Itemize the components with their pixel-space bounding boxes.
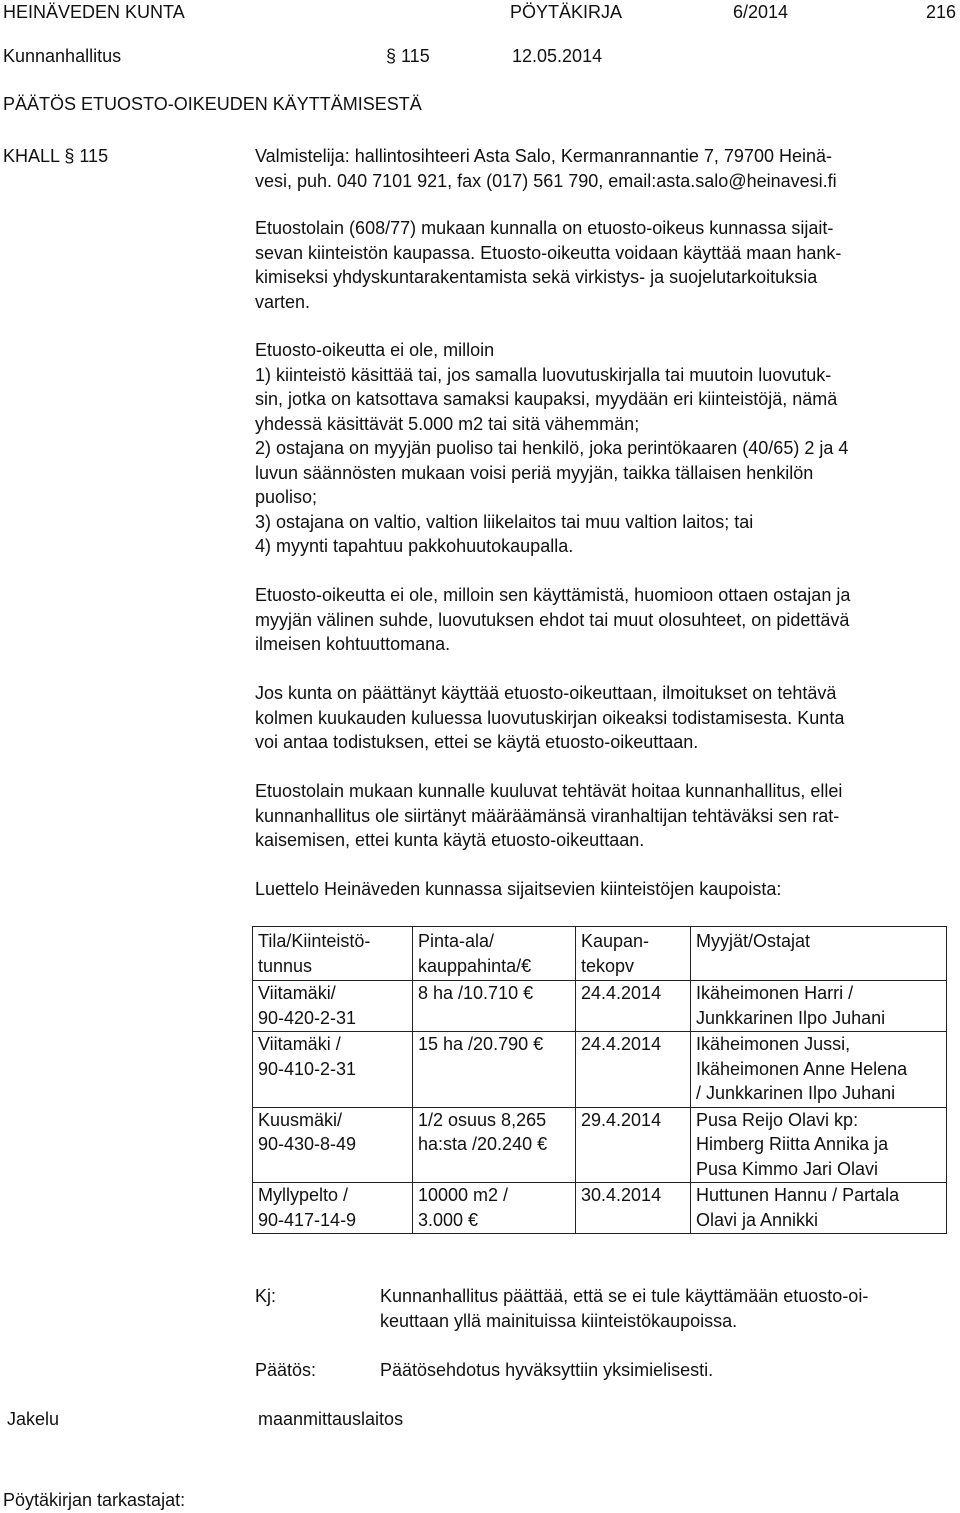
distribution-label: Jakelu xyxy=(7,1409,60,1429)
cell-line: Ikäheimonen Anne Helena xyxy=(696,1058,908,1079)
cell-parties xyxy=(691,1107,947,1183)
cell-area-price xyxy=(413,1107,576,1183)
cell-line: 24.4.2014 xyxy=(581,1034,662,1054)
header-line: tunnus xyxy=(258,955,313,976)
cell-parties xyxy=(691,1032,947,1108)
cell-line: / Junkkarinen Ilpo Juhani xyxy=(696,1083,896,1103)
reviewers-label: Pöytäkirjan tarkastajat: xyxy=(3,1490,186,1510)
paragraph-line: Etuostolain (608/77) mukaan kunnalla on etuosto-oikeus kunnassa sijait- xyxy=(255,218,834,238)
cell-line: 30.4.2014 xyxy=(581,1185,662,1205)
paragraph-line: Etuosto-oikeutta ei ole, milloin sen käyttämistä, huomioon ottaen ostajan ja xyxy=(255,585,851,605)
cell-date xyxy=(576,1032,691,1108)
cell-date xyxy=(576,1183,691,1234)
paragraph-line: kolmen kuukauden kuluessa luovutuskirjan oikeaksi todistamisesta. Kunta xyxy=(255,707,845,728)
table-row xyxy=(253,1107,947,1183)
page-number: 216 xyxy=(926,2,957,22)
paragraph-line: Jos kunta on päättänyt käyttää etuosto-oikeuttaan, ilmoitukset on tehtävä xyxy=(255,683,837,703)
section-number: § 115 xyxy=(386,46,430,66)
cell-line: Viitamäki / xyxy=(258,1034,341,1054)
header-date xyxy=(576,927,691,981)
table-header-row xyxy=(253,927,947,981)
proposal-line: Kunnanhallitus päättää, että se ei tule käyttämään etuosto-oi- xyxy=(380,1286,869,1306)
cell-property xyxy=(253,1183,413,1234)
cell-line: Junkkarinen Ilpo Juhani xyxy=(696,1007,886,1028)
cell-area-price xyxy=(413,1183,576,1234)
cell-line: 1/2 osuus 8,265 xyxy=(418,1109,547,1130)
paragraph-line: Luettelo Heinäveden kunnassa sijaitsevien kiinteistöjen kaupoista: xyxy=(255,879,782,899)
cell-parties xyxy=(691,1183,947,1234)
cell-line: 8 ha /10.710 € xyxy=(418,983,534,1003)
table-row xyxy=(253,1032,947,1108)
preparer-line: vesi, puh. 040 7101 921, fax (017) 561 790, email:asta.salo@heinavesi.fi xyxy=(255,170,837,191)
header-parties xyxy=(691,927,947,981)
cell-line: 29.4.2014 xyxy=(581,1109,662,1130)
cell-property xyxy=(253,981,413,1032)
paragraph-line: myyjän välinen suhde, luovutuksen ehdot tai muut olosuhteet, on pidettävä xyxy=(255,609,850,630)
municipality-name: HEINÄVEDEN KUNTA xyxy=(3,2,185,22)
decision-text: Päätösehdotus hyväksyttiin yksimielisesti. xyxy=(380,1360,714,1380)
paragraph-line: voi antaa todistuksen, ettei se käytä etuosto-oikeuttaan. xyxy=(255,732,699,752)
document-issue: 6/2014 xyxy=(733,2,789,22)
paragraph-line: varten. xyxy=(255,291,311,312)
paragraph-list-intro xyxy=(255,877,955,902)
paragraph-line: kunnanhallitus ole siirtänyt määräämänsä viranhaltijan tehtäväksi sen rat- xyxy=(255,805,840,826)
organ-name: Kunnanhallitus xyxy=(3,46,122,66)
header-property xyxy=(253,927,413,981)
cell-area-price xyxy=(413,981,576,1032)
header-line: Pinta-ala/ xyxy=(418,931,495,951)
paragraph-line: kimiseksi yhdyskuntarakentamista sekä virkistys- ja suojelutarkoituksia xyxy=(255,267,818,287)
cell-property xyxy=(253,1107,413,1183)
cell-line: ha:sta /20.240 € xyxy=(418,1134,548,1154)
distribution-recipient: maanmittauslaitos xyxy=(258,1409,404,1429)
paragraph-line: luvun säännösten mukaan voisi periä myyjän, taikka tällaisen henkilön xyxy=(255,462,814,483)
cell-line: 90-420-2-31 xyxy=(258,1007,357,1028)
header-line: Tila/Kiinteistö- xyxy=(258,931,371,951)
header-line: Kaupan- xyxy=(581,931,650,951)
section-reference: KHALL § 115 xyxy=(3,146,109,166)
cell-line: 3.000 € xyxy=(418,1209,479,1230)
paragraph-line: yhdessä käsittävät 5.000 m2 tai sitä vähemmän; xyxy=(255,413,640,434)
cell-line: Olavi ja Annikki xyxy=(696,1209,819,1230)
paragraph-right-of-first-refusal xyxy=(255,216,955,314)
header-line: kauppahinta/€ xyxy=(418,955,532,976)
meeting-date: 12.05.2014 xyxy=(512,46,603,66)
cell-line: 24.4.2014 xyxy=(581,983,662,1003)
paragraph-line: 1) kiinteistö käsittää tai, jos samalla luovutuskirjalla tai muutoin luovutuk- xyxy=(255,364,832,385)
paragraph-line: 3) ostajana on valtio, valtion liikelaitos tai muu valtion laitos; tai xyxy=(255,511,754,532)
paragraph-line: 2) ostajana on myyjän puoliso tai henkilö, joka perintökaaren (40/65) 2 ja 4 xyxy=(255,438,849,458)
cell-line: 90-417-14-9 xyxy=(258,1209,357,1230)
paragraph-line: 4) myynti tapahtuu pakkohuutokaupalla. xyxy=(255,536,574,556)
document-type: PÖYTÄKIRJA xyxy=(510,2,623,22)
cell-date xyxy=(576,981,691,1032)
proposal-line: keuttaan yllä mainituissa kiinteistökaupoissa. xyxy=(380,1310,738,1331)
header-line: tekopv xyxy=(581,955,635,976)
paragraph-line: ilmeisen kohtuuttomana. xyxy=(255,634,451,654)
header-line: Myyjät/Ostajat xyxy=(696,931,811,951)
cell-line: Huttunen Hannu / Partala xyxy=(696,1185,900,1205)
cell-line: 90-410-2-31 xyxy=(258,1058,357,1079)
cell-line: 15 ha /20.790 € xyxy=(418,1034,544,1054)
decision-title: PÄÄTÖS ETUOSTO-OIKEUDEN KÄYTTÄMISESTÄ xyxy=(3,94,422,114)
proposal-text xyxy=(380,1284,955,1333)
cell-property xyxy=(253,1032,413,1108)
paragraph-line: sin, jotka on katsottava samaksi kaupaksi, myydään eri kiinteistöjä, nämä xyxy=(255,389,838,409)
cell-parties xyxy=(691,981,947,1032)
paragraph-exceptions xyxy=(255,338,955,559)
proposal-label: Kj: xyxy=(255,1286,277,1306)
paragraph-line: Etuostolain mukaan kunnalle kuuluvat tehtävät hoitaa kunnanhallitus, ellei xyxy=(255,781,843,801)
cell-line: Ikäheimonen Jussi, xyxy=(696,1034,851,1054)
paragraph-unreasonable xyxy=(255,583,955,657)
property-sales-table xyxy=(252,926,947,1234)
header-area-price xyxy=(413,927,576,981)
paragraph-notification xyxy=(255,681,955,755)
cell-line: Ikäheimonen Harri / xyxy=(696,983,854,1003)
table-row xyxy=(253,1183,947,1234)
cell-line: Viitamäki/ xyxy=(258,983,336,1003)
cell-line: 90-430-8-49 xyxy=(258,1134,357,1154)
paragraph-line: kaisemisen, ettei kunta käytä etuosto-oikeuttaan. xyxy=(255,830,645,850)
cell-date xyxy=(576,1107,691,1183)
cell-line: Himberg Riitta Annika ja xyxy=(696,1134,889,1154)
decision-label: Päätös: xyxy=(255,1360,317,1380)
cell-line: Pusa Reijo Olavi kp: xyxy=(696,1109,859,1130)
table-row xyxy=(253,981,947,1032)
cell-line: 10000 m2 / xyxy=(418,1185,509,1205)
paragraph-line: puoliso; xyxy=(255,487,318,507)
preparer-info xyxy=(255,144,955,193)
paragraph-line: sevan kiinteistön kaupassa. Etuosto-oikeutta voidaan käyttää maan hank- xyxy=(255,242,842,263)
cell-line: Myllypelto / xyxy=(258,1185,349,1205)
cell-area-price xyxy=(413,1032,576,1108)
paragraph-line: Etuosto-oikeutta ei ole, milloin xyxy=(255,340,495,360)
cell-line: Kuusmäki/ xyxy=(258,1109,343,1130)
cell-line: Pusa Kimmo Jari Olavi xyxy=(696,1158,879,1179)
paragraph-responsibility xyxy=(255,779,955,853)
preparer-line: Valmistelija: hallintosihteeri Asta Salo, Kermanrannantie 7, 79700 Heinä- xyxy=(255,146,832,166)
